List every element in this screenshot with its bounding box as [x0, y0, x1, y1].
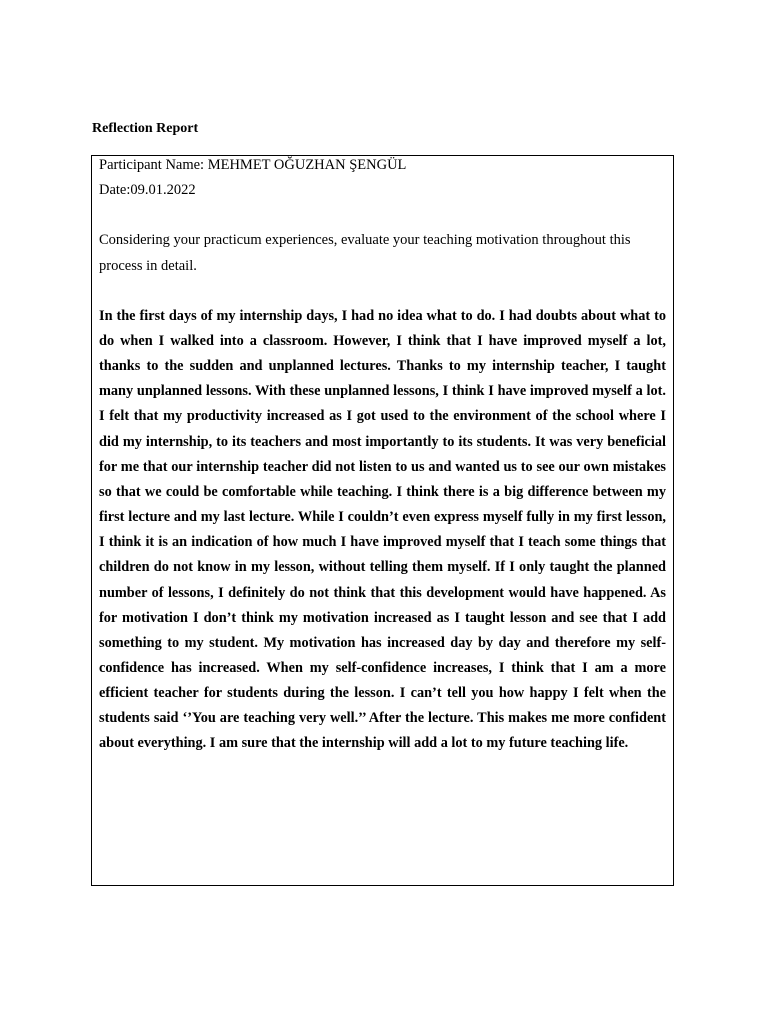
- report-date: Date:09.01.2022: [99, 182, 196, 199]
- spacer: [99, 203, 666, 228]
- reflection-prompt: Considering your practicum experiences, evaluate your teaching motivation throughout this process in detail.: [99, 232, 631, 274]
- spacer: [99, 279, 666, 304]
- report-title: Reflection Report: [92, 121, 199, 136]
- participant-name: Participant Name: MEHMET OĞUZHAN ŞENGÜL: [99, 157, 407, 173]
- report-box: [91, 155, 674, 886]
- reflection-response: In the first days of my internship days, I had no idea what to do. I had doubts about what to do when I walked into a classroom. However, I think that I have improved myself a lot, thanks to the sudden and unplanned lectures. Thanks to my internship teacher, I taught many unplanned lessons. With these unplanned lessons, I think I have improved myself a lot. I felt that my productivity increased as I got used to the environment of the school where I did my internship, to its teachers and most importantly to its students. It was very beneficial for me that our internship teacher did not listen to us and wanted us to see our own mistakes so that we could be comfortable while teaching. I think there is a big difference between my first lecture and my last lecture. While I couldn’t even express myself fully in my first lesson, I think it is an indication of how much I have improved myself that I teach some things that children do not know in my lesson, without telling them myself. If I only taught the planned number of lessons, I definitely do not think that this development would have happened. As for motivation I don’t think my motivation increased as I taught lesson and see that I add something to my student. My motivation has increased day by day and therefore my self-confidence has increased. When my self-confidence increases, I think that I am a more efficient teacher for students during the lesson. I can’t tell you how happy I felt when the students said ‘’You are teaching very well.’’ After the lecture. This makes me more confident about everything. I am sure that the internship will add a lot to my future teaching life.: [99, 307, 666, 752]
